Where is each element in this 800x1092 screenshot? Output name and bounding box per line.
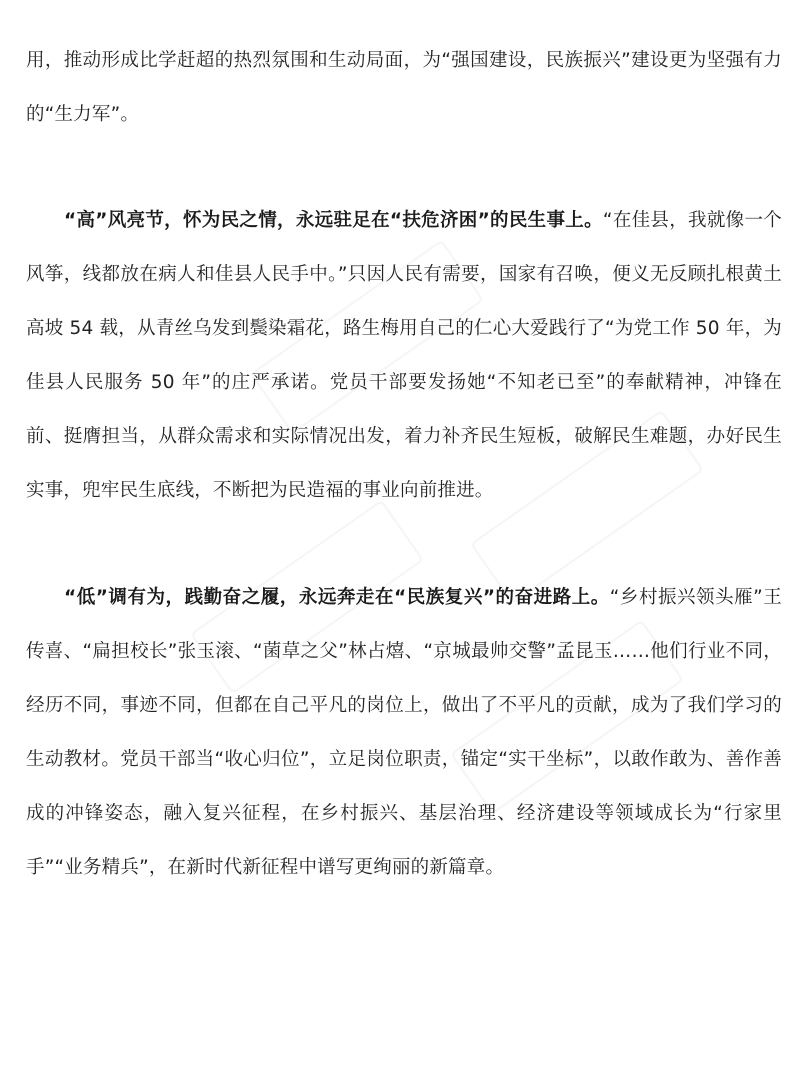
paragraph-body: “乡村振兴领头雁”王传喜、“扁担校长”张玉滚、“菌草之父”林占熺、“京城最帅交警”孟昆玉……他们行业不同，经历不同，事迹不同，但都在自己平凡的岗位上，做出了不平凡的贡献，成为了我们学习的生动教材。党员干部当“收心归位”，立足岗位职责，锚定“实干坐标”，以敢作敢为、善作善成的冲锋姿态，融入复兴征程，在乡村振兴、基层治理、经济建设等领域成长为“行家里手”“业务精兵”，在新时代新征程中谱写更绚丽的新篇章。 xyxy=(26,587,782,878)
paragraph-body: 用，推动形成比学赶超的热烈氛围和生动局面，为“强国建设，民族振兴”建设更为坚强有力的“生力军”。 xyxy=(26,50,782,125)
paragraph-di xyxy=(26,571,782,895)
paragraph-lead-heading: “低”调有为，践勤奋之履，永远奔走在“民族复兴”的奋进路上。 xyxy=(64,587,610,608)
paragraph-continuation xyxy=(26,34,782,142)
paragraph-lead-heading: “高”风亮节，怀为民之情，永远驻足在“扶危济困”的民生事上。 xyxy=(64,210,603,231)
paragraph-body: “在佳县，我就像一个风筝，线都放在病人和佳县人民手中。”只因人民有需要，国家有召唤，便义无反顾扎根黄土高坡 54 载，从青丝乌发到鬓染霜花，路生梅用自己的仁心大爱践行了“为党工作 50 年，为佳县人民服务 50 年”的庄严承诺。党员干部要发扬她“不知老已至”的奉献精神，冲锋在前、挺膺担当，从群众需求和实际情况出发，着力补齐民生短板，破解民生难题，办好民生实事，兜牢民生底线，不断把为民造福的事业向前推进。 xyxy=(26,210,782,501)
paragraph-gao xyxy=(26,194,782,518)
